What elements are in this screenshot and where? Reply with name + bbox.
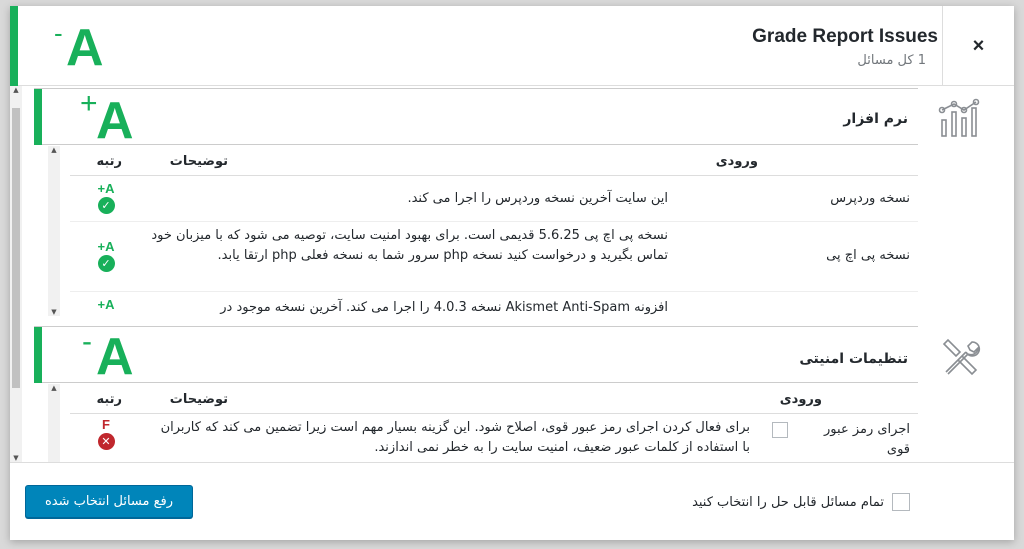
grade-accent-bar [10,6,18,86]
section-grade-letter: A [96,92,134,150]
select-all-checkbox[interactable] [892,493,910,511]
tools-icon [938,336,982,384]
table-scrollbar[interactable] [48,146,60,316]
scroll-up-arrow-icon[interactable]: ▲ [51,384,57,392]
scroll-up-arrow-icon[interactable]: ▲ [51,146,57,154]
section-security-settings [34,326,918,462]
row-description: این سایت آخرین نسخه وردپرس را اجرا می کند. [407,191,668,206]
fix-selected-issues-button[interactable]: رفع مسائل انتخاب شده [25,485,193,518]
table-row [70,292,918,316]
table-header [70,146,918,176]
section-software [34,88,918,326]
row-grade: A+ [97,297,115,312]
scroll-up-arrow-icon[interactable]: ▲ [13,86,19,94]
column-grade: رتبه [96,392,122,407]
section-security-header [34,325,918,386]
section-accent-bar [34,327,42,383]
scroll-down-arrow-icon[interactable]: ▼ [13,454,19,462]
overall-grade [54,18,104,77]
row-grade: F [102,417,110,432]
section-accent-bar [34,89,42,145]
table-row [70,176,918,222]
column-entry: ورودی [779,392,822,407]
row-entry: نسخه وردپرس [830,191,910,206]
scroll-down-arrow-icon[interactable]: ▼ [51,308,57,316]
section-grade [82,325,134,386]
close-button[interactable] [942,6,1014,86]
check-icon: ✓ [98,197,115,214]
software-table [34,146,918,316]
section-grade-modifier: - [82,325,92,358]
modal-header [10,6,1014,86]
close-icon[interactable]: × [972,34,985,57]
column-grade: رتبه [96,154,122,169]
column-description: توضیحات [169,154,228,169]
section-grade-modifier: + [80,87,98,120]
section-grade-letter: A [96,328,134,386]
row-description: افزونه Akismet Anti-Spam نسخه 4.0.3 را اجرا می کند. آخرین نسخه موجود در [220,300,668,315]
table-scrollbar[interactable] [48,384,60,462]
modal-footer [10,462,1014,540]
row-grade: A+ [97,181,115,196]
content-scrollbar[interactable] [10,86,22,462]
table-header [70,384,918,414]
issue-count: 1 کل مسائل [857,53,926,68]
column-entry: ورودی [715,154,758,169]
section-grade [80,87,134,150]
section-title: نرم افزار [843,111,908,127]
row-entry: اجرای رمز عبور قوی [824,422,910,457]
select-all-option[interactable] [692,493,910,511]
modal-title: Grade Report Issues [752,26,938,47]
select-all-label[interactable]: تمام مسائل قابل حل را انتخاب کنید [692,494,884,510]
row-entry: نسخه پی اچ پی [826,248,910,263]
row-checkbox[interactable] [772,422,788,438]
fail-icon: ✕ [98,433,115,450]
grade-report-modal [10,6,1014,540]
security-table [34,384,918,462]
row-grade: A+ [97,239,115,254]
scrollbar-thumb[interactable] [12,108,20,388]
overall-grade-modifier: - [54,18,63,48]
check-icon: ✓ [98,255,115,272]
row-description: برای فعال کردن اجرای رمز عبور قوی، اصلاح شود. این گزینه بسیار مهم است زیرا تضمین می کند که کاربران با استفاده از کلمات عبور ضعیف، امنیت سایت را به خطر نمی اندازند. [160,420,750,455]
row-description: نسخه پی اچ پی 5.6.25 قدیمی است. برای بهبود امنیت سایت، توصیه می شود که با میزبان خود تماس بگیرید و درخواست کنید نسخه php سرور شما به نسخه فعلی php ارتقا یابد. [151,228,668,263]
section-software-header [34,87,918,150]
chart-icon [938,98,982,146]
table-row [70,222,918,292]
table-row [70,414,918,462]
section-title: تنظیمات امنیتی [799,351,908,367]
column-description: توضیحات [169,392,228,407]
overall-grade-letter: A [66,19,104,77]
